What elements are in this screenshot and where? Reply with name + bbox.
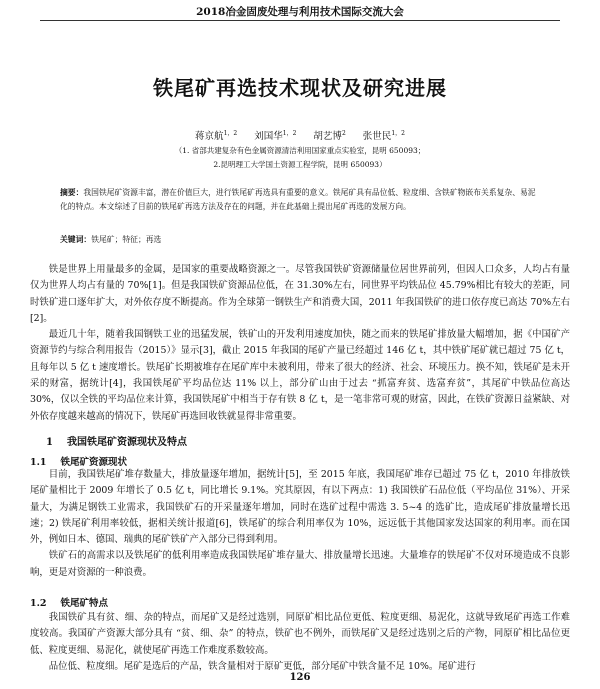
section-heading: 1 我国铁尾矿资源现状及特点 (46, 437, 187, 448)
paragraph: 铁矿石的高需求以及铁尾矿的低利用率造成我国铁尾矿堆存量大、排放量增长迅速。大量堆存的铁尾矿不仅对环境造成不良影响，更是对资源的一种浪费。 (30, 550, 570, 578)
paragraph: 目前，我国铁尾矿堆存数量大，排放量逐年增加，据统计[5]，至 2015 年底，我国尾矿堆存已超过 75 亿 t，2010 年排放铁尾矿量相比于 2009 年增长了 0.5 亿 t，同比增长 9.1%。究其原因，有以下两点：1) 我国铁矿石品位低（平均品位 31%）、开采量大，为满足钢铁工业需求，我国铁矿石的开采量逐年增加，同时在选矿过程中需选 3. 5~4 的选矿比，造成尾矿排放量增长迅速；2) 铁尾矿利用率较低，据相关统计报道[6]，铁尾矿的综合利用率仅为 10%，远远低于其他国家发达国家的利用率。而在国外，例如日本、德国、瑞典的尾矿铁矿产入部分已得到利用。 (30, 469, 570, 546)
abstract (60, 186, 540, 213)
author: 刘国华$^{1,2}$ (254, 130, 297, 143)
subsection-heading: 1.1 铁尾矿资源现状 (30, 457, 128, 468)
intro-section (30, 262, 570, 425)
keywords-text: 铁尾矿；特征；再选 (91, 235, 162, 244)
paragraph: 铁是世界上用量最多的金属，是国家的重要战略资源之一。尽管我国铁矿资源储量位居世界前列，但因人口众多，人均占有量仅为世界人均占有量的 70%[1]。但是我国铁矿资源品位低，在 31.30%左右，同世界平均铁品位 45.79%相比有较大的差距，同时铁矿进口逐年扩大，对外依存度不断提高。作为全球第一钢铁生产和消费大国，2011 年我国铁矿的进口依存度已高达 70%左右[2]。 (30, 264, 570, 324)
subsection-heading: 1.2 铁尾矿特点 (30, 598, 109, 609)
section-1-1-body (30, 467, 570, 581)
author-list (0, 128, 600, 142)
affiliation-line: 2.昆明理工大学国土资源工程学院，昆明 650093） (213, 160, 387, 169)
running-header: 2018冶金固废处理与利用技术国际交流大会 (196, 6, 404, 18)
affiliation-line: （1. 省部共建复杂有色金属资源清洁利用国家重点实验室，昆明 650093； (174, 146, 426, 155)
paper-title: 铁尾矿再选技术现状及研究进展 (153, 76, 447, 100)
abstract-label: 摘要： (60, 188, 84, 197)
paragraph: 最近几十年，随着我国钢铁工业的迅猛发展，铁矿山的开发利用速度加快，随之而来的铁尾矿排放量大幅增加，据《中国矿产资源节约与综合利用报告（2015）》显示[3]，截止 2015 年我国的尾矿产量已经超过 146 亿 t，其中铁矿尾矿就已超过 75 亿 t，且每年以 5 亿 t 速度增长。铁尾矿长期被堆存在尾矿库中未被利用，带来了很大的经济、社会、环境压力。换不知，铁尾矿是未开采的财富，据统计[4]，我国铁尾矿平均品位达 11% 以上，部分矿山由于过去 “抓富弃贫、选富弃贫”，其尾矿中铁品位高达 30%，仅以全铁的平均品位来计算，我国铁尾矿中相当于存有铁 8 亿 t，是一笔非常可观的财富，因此，在铁矿资源日益紧缺、对外依存度越来越高的情况下，铁尾矿再选回收铁就显得非常重要。 (30, 329, 570, 422)
author: 胡艺博$^2$ (313, 130, 346, 143)
page-number: 126 (289, 672, 311, 683)
keywords-label: 关键词： (60, 235, 92, 244)
section-1-2-body (30, 610, 570, 675)
author: 张世民$^{1,2}$ (362, 130, 405, 143)
author: 蒋京航$^{1,2}$ (195, 130, 238, 143)
paragraph: 品位低、粒度细。尾矿是选后的产品，铁含量相对于原矿更低，部分尾矿中铁含量不足 10%。尾矿进行 (48, 660, 476, 672)
abstract-text: 我国铁尾矿资源丰富，潜在价值巨大，进行铁尾矿再选具有重要的意义。铁尾矿具有品位低、粒度细、含铁矿物嵌布关系复杂、易泥化的特点。本文综述了目前的铁尾矿再选方法及存在的问题，并在此基础上提出尾矿再选的发展方向。 (60, 188, 536, 211)
header-divider (40, 20, 560, 21)
keywords (60, 234, 540, 245)
paragraph: 我国铁矿具有贫、细、杂的特点，而尾矿又是经过选别，同原矿相比品位更低、粒度更细、易泥化，这就导致尾矿再选工作难度较高。我国矿产资源大部分具有 “贫、细、杂” 的特点，铁矿也不例外，而铁尾矿又是经过选别之后的产物，同原矿相比品位更低、粒度更细、易泥化，就使尾矿再选工作难度系数较高。 (30, 612, 570, 656)
